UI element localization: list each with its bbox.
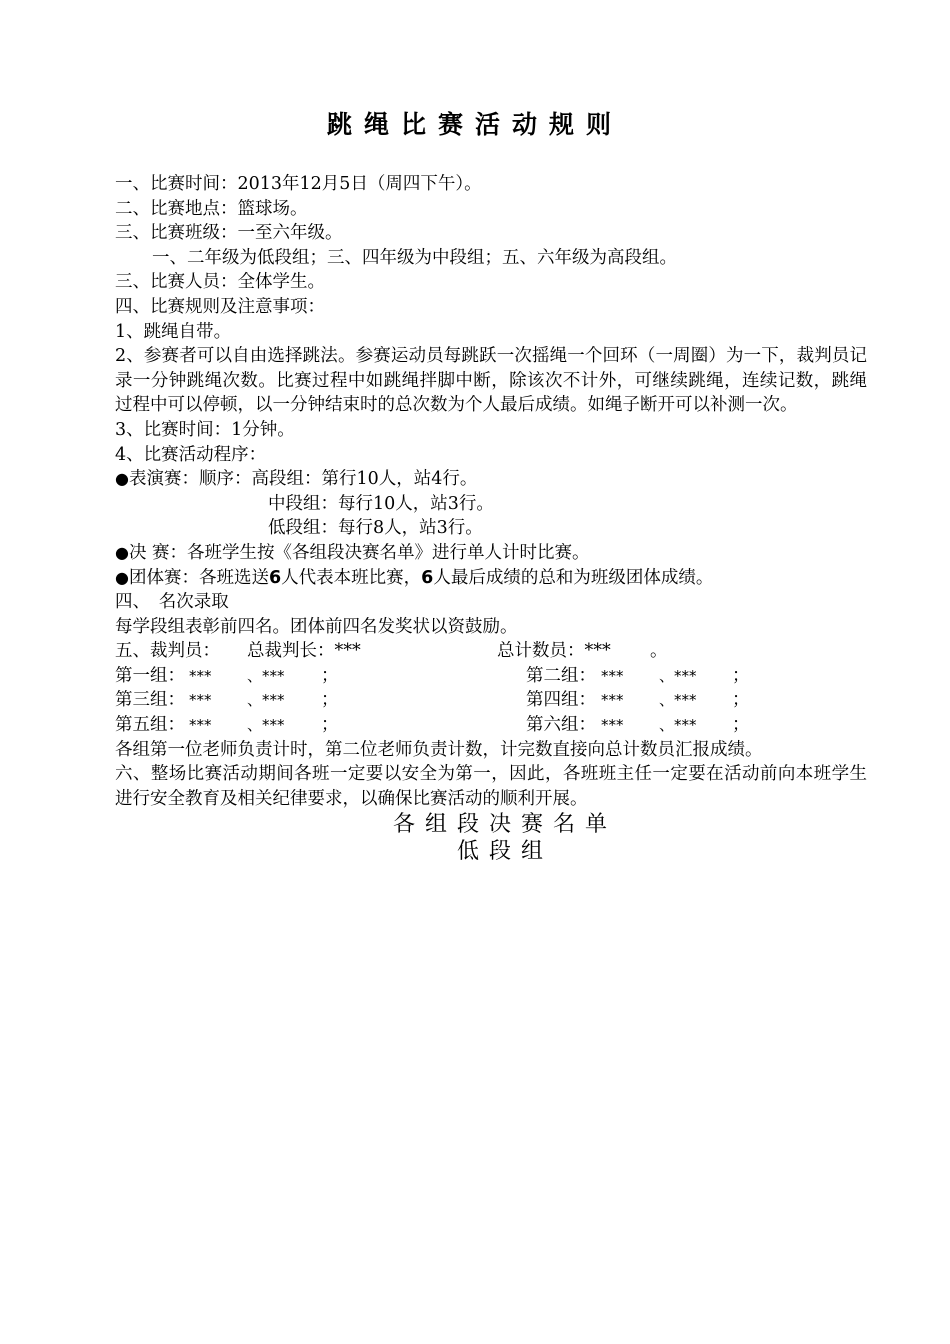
rule-1: 1、跳绳自带。 xyxy=(115,321,232,342)
judge-row-end: ； xyxy=(321,665,339,686)
rules-body xyxy=(115,172,867,865)
safety-line: 六、整场比赛活动期间各班一定要以安全为第一，因此，各班班主任一定要在活动前向本班学生进行安全教育及相关纪律要求，以确保比赛活动的顺利开展。 xyxy=(115,764,867,809)
judge-row-end: ； xyxy=(321,690,339,711)
page-title: 跳绳比赛活动规则 xyxy=(326,110,623,139)
bullet-icon: ● xyxy=(115,469,129,489)
team-round-line xyxy=(115,566,867,591)
judge-name-a: *** xyxy=(189,691,212,710)
judge-row-end: ； xyxy=(732,690,750,711)
place-line: 二、比赛地点：篮球场。 xyxy=(115,198,308,219)
team-count-1: 6 xyxy=(268,567,282,588)
judge-name-a: *** xyxy=(601,716,624,735)
bullet-icon: ● xyxy=(115,542,129,562)
groups-line: 一、二年级为低段组；三、四年级为中段组；五、六年级为高段组。 xyxy=(152,247,677,268)
team-text-post: 人最后成绩的总和为班级团体成绩。 xyxy=(433,567,714,588)
judge-row xyxy=(115,688,867,713)
list-title: 各组段决赛名单 xyxy=(392,812,617,838)
rule-3: 3、比赛时间：1分钟。 xyxy=(115,419,295,440)
judge-row-end: ； xyxy=(732,715,750,736)
judge-row xyxy=(115,664,867,689)
show-mid-line: 中段组：每行10人，站3行。 xyxy=(268,493,494,514)
judge-group-label: 第四组： xyxy=(526,690,596,711)
judge-row xyxy=(115,713,867,738)
judge-label: 五、裁判员： xyxy=(115,641,220,662)
judge-row-end: ； xyxy=(732,665,750,686)
judge-header-row xyxy=(115,639,867,664)
final-round-line xyxy=(115,541,867,566)
final-round-text: 决 赛：各班学生按《各组段决赛名单》进行单人计时比赛。 xyxy=(128,542,590,563)
time-line: 一、比赛时间：2013年12月5日（周四下午）。 xyxy=(115,174,482,194)
judge-group-label: 第六组： xyxy=(526,715,596,736)
judge-name-b: 、*** xyxy=(247,716,285,735)
show-round-line xyxy=(115,467,867,492)
judge-name-a: *** xyxy=(601,666,624,685)
team-text-mid: 人代表本班比赛， xyxy=(281,567,422,588)
rules-heading: 四、比赛规则及注意事项： xyxy=(115,296,325,317)
bullet-icon: ● xyxy=(115,567,129,587)
rule-2: 2、参赛者可以自由选择跳法。参赛运动员每跳跃一次摇绳一个回环（一周圈）为一下，裁判员记录一分钟跳绳次数。比赛过程中如跳绳拌脚中断，除该次不计外，可继续跳绳，连续记数，跳绳过程中可以停顿，以一分钟结束时的总次数为个人最后成绩。如绳子断开可以补测一次。 xyxy=(115,346,867,416)
chief-judge: 总裁判长：*** xyxy=(247,641,361,662)
judge-name-b: 、*** xyxy=(247,691,285,710)
judge-note: 各组第一位老师负责计时，第二位老师负责计数，计完数直接向总计数员汇报成绩。 xyxy=(115,739,763,760)
judge-name-a: *** xyxy=(189,716,212,735)
chief-counter: 总计数员：*** xyxy=(497,641,611,662)
judge-group-label: 第二组： xyxy=(526,665,596,686)
people-line: 三、比赛人员：全体学生。 xyxy=(115,272,325,293)
chief-counter-end: 。 xyxy=(650,641,668,662)
judge-group-label: 第一组： xyxy=(115,665,185,686)
judge-name-b: 、*** xyxy=(659,716,697,735)
show-round-text: 表演赛：顺序：高段组：第行10人，站4行。 xyxy=(128,469,478,490)
show-low-line: 低段组：每行8人，站3行。 xyxy=(268,518,483,539)
list-subtitle: 低段组 xyxy=(456,839,553,865)
judge-name-b: 、*** xyxy=(247,666,285,685)
team-count-2: 6 xyxy=(421,567,434,588)
rank-heading: 四、 名次录取 xyxy=(115,592,229,613)
judge-group-label: 第三组： xyxy=(115,690,185,711)
judge-name-a: *** xyxy=(189,666,212,685)
judge-group-label: 第五组： xyxy=(115,715,185,736)
judge-row-end: ； xyxy=(321,715,339,736)
rank-text: 每学段组表彰前四名。团体前四名发奖状以资鼓励。 xyxy=(115,616,518,637)
judge-name-b: 、*** xyxy=(659,666,697,685)
team-text-pre: 团体赛：各班选送 xyxy=(128,567,269,588)
classes-line: 三、比赛班级：一至六年级。 xyxy=(115,223,343,244)
judge-name-a: *** xyxy=(601,691,624,710)
judge-name-b: 、*** xyxy=(659,691,697,710)
rule-4: 4、比赛活动程序： xyxy=(115,444,267,465)
